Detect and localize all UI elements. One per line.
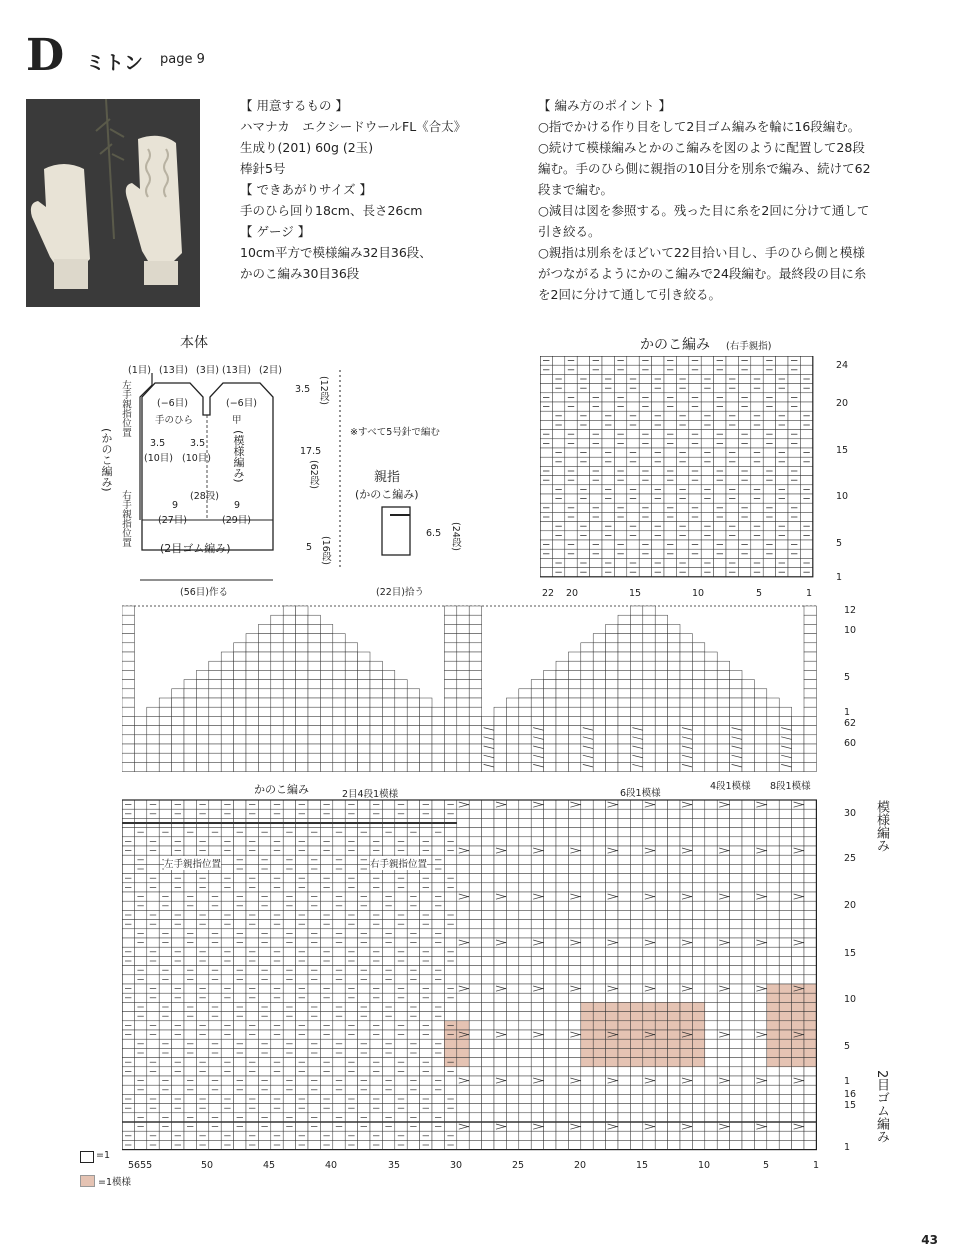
size-text: 手のひら回り18cm、長さ26cm <box>240 203 423 218</box>
section-letter: D <box>26 30 65 81</box>
row-mark: 5 <box>844 1041 851 1052</box>
points-line: ○指でかける作り目をして2目ゴム編みを輪に16段編む。 <box>538 119 861 134</box>
row-mark: 10 <box>844 994 857 1005</box>
row-mark: 15 <box>844 1100 857 1111</box>
needle-text: 棒針5号 <box>240 161 286 176</box>
rib-vertical-label: 2目ゴム編み <box>874 1070 889 1144</box>
row-mark: 24 <box>836 360 849 371</box>
height-label: (62段) <box>308 460 319 490</box>
mittens-photo <box>26 99 200 307</box>
tick-label: 35 <box>388 1160 401 1171</box>
right-thumb-label: 右手親指位置 <box>120 490 131 547</box>
kanoko-chart-title: かのこ編み <box>640 337 710 353</box>
thumb-title: 親指 <box>374 470 401 485</box>
row-mark: 5 <box>844 672 851 683</box>
row-mark: 1 <box>844 1142 851 1153</box>
gauge-heading: 【 ゲージ 】 <box>240 224 311 239</box>
row-mark: 25 <box>844 853 857 864</box>
tick-label: 10 <box>698 1160 711 1171</box>
points-block <box>538 95 871 305</box>
cast-on-label: (56目)作る <box>180 587 229 598</box>
tick-label: 5 <box>756 588 763 599</box>
gauge-line-1: 10cm平方で模様編み32目36段、 <box>240 245 432 260</box>
width-label: 3.5 <box>190 438 206 449</box>
tick-label: 1 <box>813 1160 820 1171</box>
tick-label: 40 <box>325 1160 338 1171</box>
width-label: (27目) <box>158 515 188 526</box>
row-mark: 12 <box>844 605 857 616</box>
thumb-rows: (24段) <box>450 522 461 552</box>
row-mark: 15 <box>844 948 857 959</box>
gauge-line-2: かのこ編み30目36段 <box>240 266 360 281</box>
row-mark: 62 <box>844 718 857 729</box>
size-heading: 【 できあがりサイズ 】 <box>240 182 372 197</box>
tick-label: 5 <box>763 1160 770 1171</box>
width-label: 9 <box>234 500 241 511</box>
left-thumb-position: 左手親指位置 <box>164 856 221 870</box>
count-label: (2目) <box>259 365 282 376</box>
row-mark: 20 <box>844 900 857 911</box>
materials-heading: 【 用意するもの 】 <box>240 98 348 113</box>
width-label: 9 <box>172 500 179 511</box>
width-label: 3.5 <box>150 438 166 449</box>
points-line: ○減目は図を参照する。残った目に糸を2回に分けて通して <box>538 203 870 218</box>
points-heading: 【 編み方のポイント 】 <box>538 98 671 113</box>
tick-label: 50 <box>201 1160 214 1171</box>
materials-block <box>240 95 466 284</box>
decrease-label: (−6目) <box>226 398 257 409</box>
yarn-color-text: 生成り(201) 60g (2玉) <box>240 140 374 155</box>
kanoko-chart-sub: (右手親指) <box>726 341 772 352</box>
thumb-height: 6.5 <box>426 528 442 539</box>
points-line: ○続けて模様編みとかのこ編みを図のように配置して28段 <box>538 140 865 155</box>
count-label: (13目) <box>222 365 252 376</box>
kanoko-repeat-label: 2目4段1模様 <box>342 789 399 800</box>
points-line: を2回に分けて通して引き絞る。 <box>538 287 721 302</box>
row-mark: 20 <box>836 398 849 409</box>
count-label: (3目) <box>196 365 219 376</box>
tick-label: 15 <box>636 1160 649 1171</box>
tick-label: 5655 <box>128 1160 153 1171</box>
row-mark: 30 <box>844 808 857 819</box>
row-mark: 5 <box>836 538 843 549</box>
right-thumb-position: 右手親指位置 <box>370 856 427 870</box>
height-label: 5 <box>306 542 313 553</box>
tick-label: 22 <box>542 588 555 599</box>
back-label: 甲 <box>232 415 242 426</box>
height-label: 3.5 <box>295 384 311 395</box>
width-label: (29目) <box>222 515 252 526</box>
legend-repeat: =1模様 <box>98 1177 132 1188</box>
page-reference: page 9 <box>160 52 205 67</box>
kanoko-chart <box>540 356 820 586</box>
row-mark: 1 <box>836 572 843 583</box>
repeat-swatch <box>80 1175 95 1187</box>
moyou-vertical-label: 模様編み <box>874 800 889 852</box>
row-mark: 1 <box>844 1076 851 1087</box>
row-mark: 10 <box>836 491 849 502</box>
tick-label: 45 <box>263 1160 276 1171</box>
schematic-title: 本体 <box>180 335 208 351</box>
tick-label: 20 <box>566 588 579 599</box>
thumb-sub: (かのこ編み) <box>355 488 419 501</box>
repeat-4-label: 4段1模様 <box>710 778 751 792</box>
main-knitting-chart <box>122 604 826 1160</box>
palm-label: 手のひら <box>155 415 194 426</box>
kanoko-label: (かのこ編み) <box>100 428 113 492</box>
legend-knit: =1 <box>96 1150 111 1161</box>
count-label: (13目) <box>159 365 189 376</box>
kanoko-chart-label: かのこ編み <box>254 783 309 796</box>
tick-label: 30 <box>450 1160 463 1171</box>
rows-label: (28段) <box>190 491 220 502</box>
thumb-pickup: (22目)拾う <box>376 587 425 598</box>
tick-label: 25 <box>512 1160 525 1171</box>
height-label: (12段) <box>318 376 329 406</box>
row-mark: 10 <box>844 625 857 636</box>
width-label: (10目) <box>182 453 212 464</box>
repeat-6-label: 6段1模様 <box>620 785 661 799</box>
row-mark: 16 <box>844 1089 857 1100</box>
row-mark: 15 <box>836 445 849 456</box>
pattern-title: ミトン <box>86 52 144 74</box>
tick-label: 10 <box>692 588 705 599</box>
points-line: ○親指は別糸をほどいて22目拾い目し、手のひら側と模様 <box>538 245 865 260</box>
row-mark: 1 <box>844 707 851 718</box>
width-label: (10目) <box>144 453 174 464</box>
count-label: (1目) <box>128 365 151 376</box>
points-line: 編む。手のひら側に親指の10目分を別糸で編み、続けて62 <box>538 161 871 176</box>
height-label: 17.5 <box>300 446 322 457</box>
points-line: 段まで編む。 <box>538 182 614 197</box>
points-line: 引き絞る。 <box>538 224 601 239</box>
tick-label: 20 <box>574 1160 587 1171</box>
rib-label: (2目ゴム編み) <box>160 542 231 555</box>
height-label: (16段) <box>320 536 331 566</box>
needle-note: ※すべて5号針で編む <box>350 427 440 438</box>
repeat-8-label: 8段1模様 <box>770 778 811 792</box>
tick-label: 1 <box>806 588 813 599</box>
decrease-label: (−6目) <box>157 398 188 409</box>
left-thumb-label: 左手親指位置 <box>120 380 131 437</box>
page-number: 43 <box>921 1233 938 1247</box>
yarn-text: ハマナカ エクシードウールFL《合太》 <box>240 119 467 134</box>
knit-symbol <box>80 1151 94 1163</box>
points-line: がつながるようにかのこ編みで24段編む。最終段の目に糸 <box>538 266 867 281</box>
row-mark: 60 <box>844 738 857 749</box>
tick-label: 15 <box>629 588 642 599</box>
moyou-label: (模様編み) <box>232 430 245 483</box>
